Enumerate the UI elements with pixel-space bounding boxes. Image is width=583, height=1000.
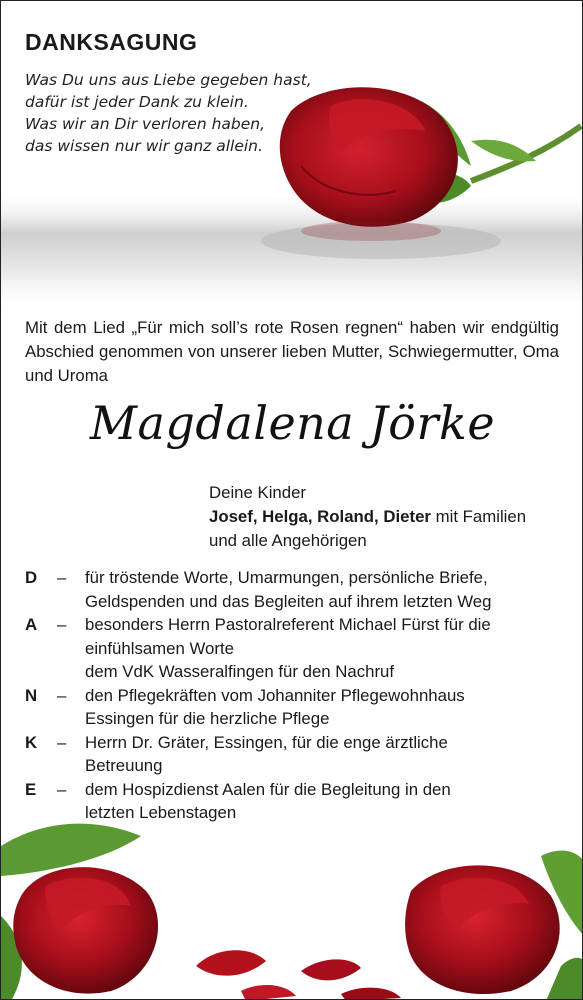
thanks-list bbox=[25, 566, 565, 825]
thanks-item bbox=[25, 731, 565, 778]
thanks-dash: – bbox=[57, 615, 67, 634]
thanks-line: Essingen für die herzliche Pflege bbox=[85, 709, 330, 728]
family-line: Deine Kinder bbox=[209, 483, 307, 502]
thanks-line: dem VdK Wasseralfingen für den Nachruf bbox=[85, 662, 395, 681]
thanks-letter: K bbox=[25, 732, 38, 752]
thanks-dash: – bbox=[57, 779, 67, 799]
family-line: und alle Angehörigen bbox=[209, 531, 367, 550]
thanks-letter: A bbox=[25, 615, 38, 634]
poem-line: Was Du uns aus Liebe gegeben hast, bbox=[25, 71, 312, 89]
thanks-dash: – bbox=[57, 732, 67, 752]
thanks-line: letzten Lebenstagen bbox=[85, 803, 237, 822]
heading: DANKSAGUNG bbox=[25, 29, 198, 55]
thanks-dash: – bbox=[57, 568, 67, 587]
thanks-line: den Pflegekräften vom Johanniter Pflegewohnhaus bbox=[85, 685, 465, 705]
thanks-line: einfühlsamen Worte bbox=[85, 638, 234, 658]
thanks-letter: N bbox=[25, 685, 38, 705]
thanks-item bbox=[25, 613, 565, 684]
thanks-letter: D bbox=[25, 568, 38, 587]
roses-bottom-image bbox=[1, 816, 583, 1000]
poem bbox=[25, 69, 312, 157]
poem-line: Was wir an Dir verloren haben, bbox=[25, 115, 266, 133]
deceased-name: Magdalena Jörke bbox=[89, 396, 496, 450]
thanks-letter: E bbox=[25, 779, 37, 799]
thanks-item bbox=[25, 566, 565, 613]
thanks-line: Geldspenden und das Begleiten auf ihrem letzten Weg bbox=[85, 591, 492, 611]
thanks-dash: – bbox=[57, 685, 67, 705]
family-names-line bbox=[209, 505, 526, 529]
thanks-line: für tröstende Worte, Umarmungen, persönliche Briefe, bbox=[85, 568, 488, 587]
thanks-line: Betreuung bbox=[85, 756, 163, 775]
thanks-line: dem Hospizdienst Aalen für die Begleitung in den bbox=[85, 779, 451, 799]
poem-line: dafür ist jeder Dank zu klein. bbox=[25, 93, 249, 111]
family-names-suffix: mit Familien bbox=[430, 507, 527, 526]
intro-text: Mit dem Lied „Für mich soll’s rote Rosen regnen“ haben wir endgültig Abschied genommen von unserer lieben Mutter, Schwiegermutter, Oma und Uroma bbox=[25, 318, 559, 385]
family-names: Josef, Helga, Roland, Dieter bbox=[209, 507, 431, 526]
thanks-item bbox=[25, 684, 565, 731]
thanks-line: Herrn Dr. Gräter, Essingen, für die enge ärztliche bbox=[85, 732, 448, 752]
family-block bbox=[209, 481, 526, 553]
thanks-line: besonders Herrn Pastoralreferent Michael Fürst für die bbox=[85, 615, 491, 634]
poem-line: das wissen nur wir ganz allein. bbox=[25, 137, 263, 155]
